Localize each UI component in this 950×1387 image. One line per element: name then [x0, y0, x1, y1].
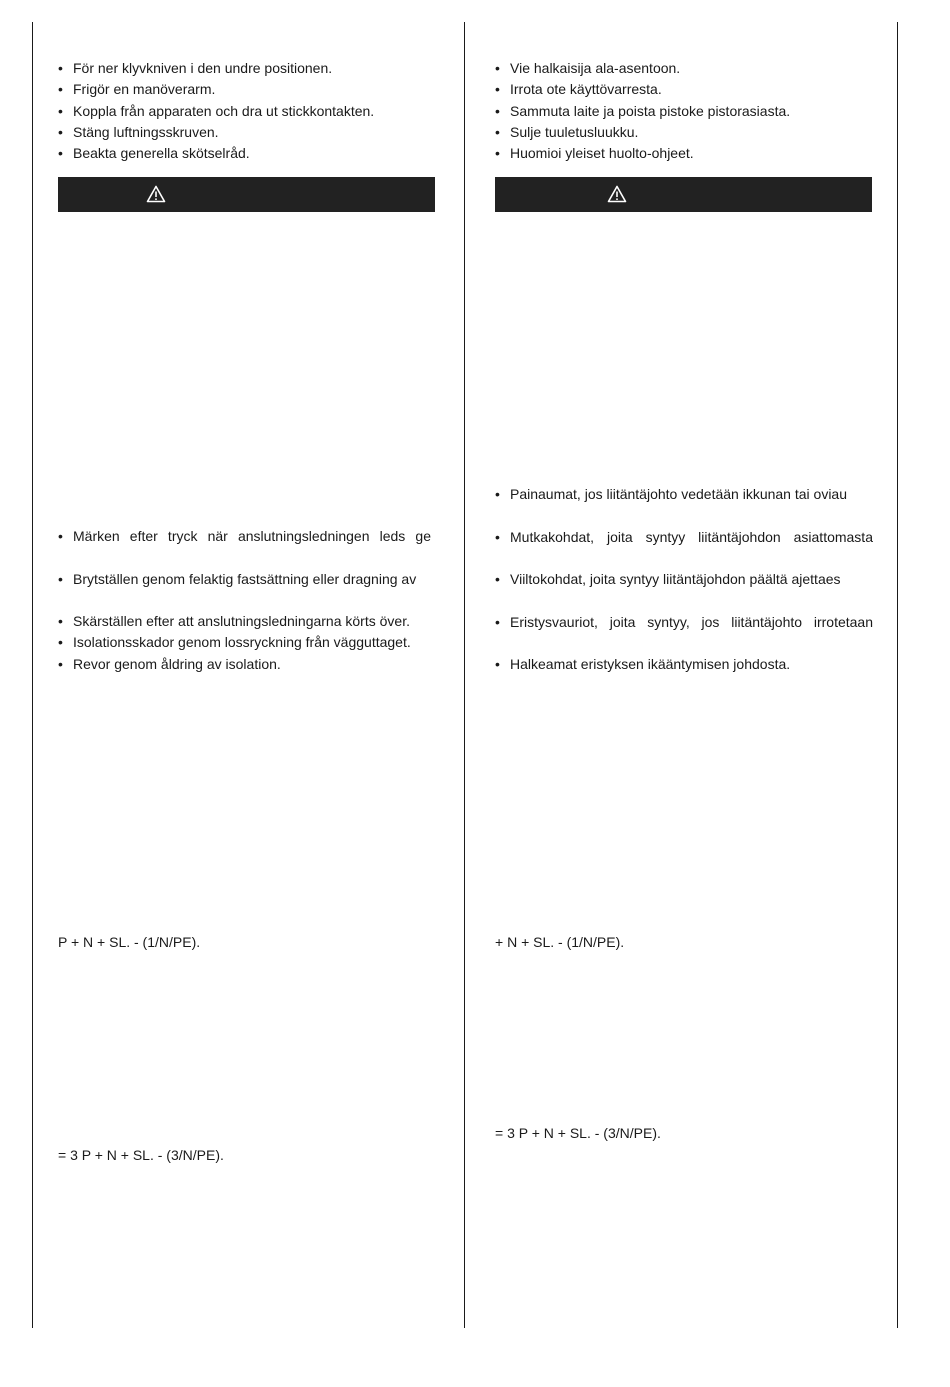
left-damage-list: [58, 526, 431, 675]
right-margin-rule: [897, 22, 898, 1328]
warning-triangle-icon: [607, 185, 627, 203]
left-single-phase-spec: P + N + SL. - (1/N/PE).: [58, 934, 201, 950]
list-item: • Brytställen genom felaktig fastsättning eller dragning av: [58, 569, 431, 612]
list-item: • Koppla från apparaten och dra ut stickkontakten.: [58, 101, 436, 122]
list-item: • Revor genom åldring av isolation.: [58, 654, 431, 675]
right-three-phase-spec: = 3 P + N + SL. - (3/N/PE).: [495, 1125, 661, 1141]
list-item: • Halkeamat eristyksen ikääntymisen johdosta.: [495, 654, 873, 697]
list-item: • Skärställen efter att anslutningsledningarna körts över.: [58, 611, 431, 632]
list-item: • Vie halkaisija ala-asentoon.: [495, 58, 873, 79]
list-item: • Sammuta laite ja poista pistoke pistorasiasta.: [495, 101, 873, 122]
list-item: • Sulje tuuletusluukku.: [495, 122, 873, 143]
right-care-steps-list: [495, 58, 873, 164]
left-care-steps-list: [58, 58, 436, 164]
right-warning-bar: [495, 177, 872, 212]
column-divider-rule: [464, 22, 465, 1328]
list-item: • Beakta generella skötselråd.: [58, 143, 436, 164]
list-item: • Irrota ote käyttövarresta.: [495, 79, 873, 100]
list-item: • Stäng luftningsskruven.: [58, 122, 436, 143]
list-item: • Huomioi yleiset huolto-ohjeet.: [495, 143, 873, 164]
right-single-phase-spec: + N + SL. - (1/N/PE).: [495, 934, 625, 950]
list-item: • Märken efter tryck när anslutningsledningen leds ge: [58, 526, 431, 569]
left-warning-bar: [58, 177, 435, 212]
list-item: • Viiltokohdat, joita syntyy liitäntäjohdon päältä ajettaes: [495, 569, 873, 612]
left-three-phase-spec: = 3 P + N + SL. - (3/N/PE).: [58, 1147, 224, 1163]
list-item: • Frigör en manöverarm.: [58, 79, 436, 100]
list-item: • Isolationsskador genom lossryckning från vägguttaget.: [58, 632, 431, 653]
list-item: • Mutkakohdat, joita syntyy liitäntäjohdon asiattomasta: [495, 527, 873, 570]
left-margin-rule: [32, 22, 33, 1328]
list-item: • Painaumat, jos liitäntäjohto vedetään ikkunan tai oviau: [495, 484, 873, 527]
list-item: • Eristysvauriot, joita syntyy, jos liitäntäjohto irrotetaan: [495, 612, 873, 655]
right-damage-list: [495, 484, 873, 697]
list-item: • För ner klyvkniven i den undre positionen.: [58, 58, 436, 79]
warning-triangle-icon: [146, 185, 166, 203]
